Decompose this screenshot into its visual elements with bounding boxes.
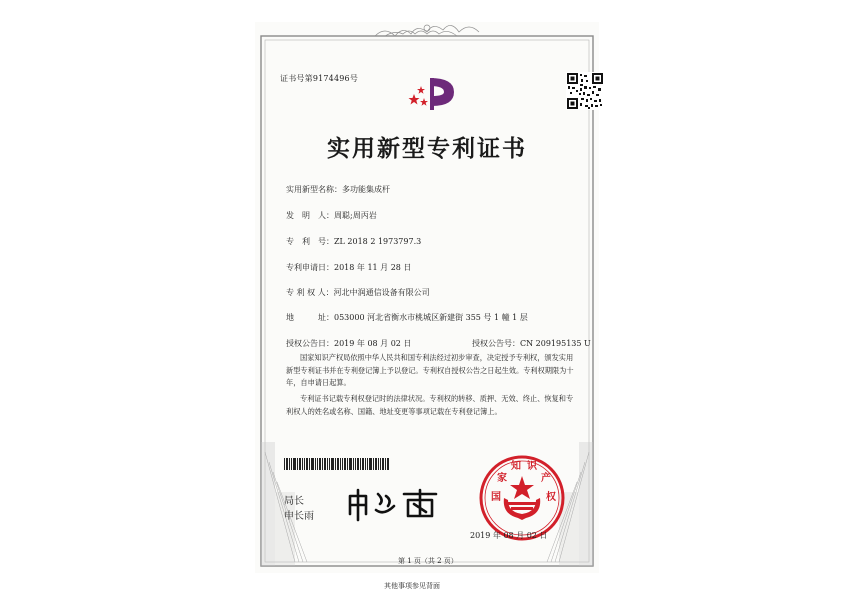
field-label: 专 利 号：	[286, 237, 334, 246]
svg-text:产: 产	[541, 473, 551, 484]
certificate-number-value: 9174496	[312, 74, 350, 83]
certificate-number-label: 证书号第	[280, 74, 313, 83]
field-publication-number	[472, 338, 591, 349]
field-patent-number	[286, 236, 421, 247]
field-utility-model-name	[286, 184, 390, 195]
footer-note: 其他事项参见背面	[384, 582, 440, 590]
field-grant-date	[286, 338, 411, 349]
field-patentee	[286, 287, 430, 298]
certificate-number-suffix: 号	[349, 74, 359, 83]
certificate-number	[280, 73, 358, 84]
barcode	[284, 458, 390, 470]
field-value: 多功能集成杆	[342, 185, 390, 194]
certificate-title: 实用新型专利证书	[327, 135, 527, 162]
svg-text:家: 家	[497, 473, 507, 484]
field-value: 2018 年 11 月 28 日	[334, 263, 412, 272]
field-label: 实用新型名称：	[286, 185, 342, 194]
field-value: ZL 2018 2 1973797.3	[334, 237, 422, 246]
field-label: 授权公告号：	[472, 339, 520, 348]
patent-office-logo	[408, 76, 458, 112]
field-label: 专 利 权 人：	[286, 288, 334, 297]
field-value: 053000 河北省衡水市桃城区新建街 355 号 1 幢 1 层	[334, 313, 528, 322]
qr-code	[566, 72, 604, 110]
field-address	[286, 312, 528, 323]
field-value: 河北中润通信设备有限公司	[333, 288, 430, 297]
field-value: CN 209195135 U	[520, 339, 591, 348]
legal-status-paragraph: 专利证书记载专利权登记时的法律状况。专利权的转移、质押、无效、终止、恢复和专利权人的姓名或名称、国籍、地址变更等事项记载在专利登记簿上。	[286, 394, 574, 416]
field-value: 周聪;周丙岩	[334, 211, 377, 220]
director-signature	[344, 486, 444, 522]
field-application-date	[286, 262, 411, 273]
official-seal	[478, 454, 566, 542]
field-label: 授权公告日：	[286, 339, 334, 348]
seal-date: 2019 年 08 月 02 日	[470, 531, 548, 540]
svg-text:知: 知	[511, 461, 521, 472]
field-label: 专利申请日：	[286, 263, 334, 272]
field-value: 2019 年 08 月 02 日	[334, 339, 412, 348]
field-inventor	[286, 210, 377, 221]
field-label: 发 明 人：	[286, 211, 334, 220]
grant-statement-paragraph: 国家知识产权局依照中华人民共和国专利法经过初步审查，决定授予专利权，颁发实用新型专利证书并在专利登记簿上予以登记。专利权自授权公告之日起生效。专利权期限为十年，自申请日起算。	[286, 353, 574, 387]
page-number: 第 1 页（共 2 页）	[398, 557, 458, 565]
director-name: 申长雨	[284, 511, 314, 522]
svg-text:权: 权	[546, 492, 556, 503]
svg-text:国: 国	[491, 492, 501, 503]
field-label: 地 址：	[286, 313, 334, 322]
svg-text:识: 识	[527, 461, 537, 472]
director-title: 局长	[284, 496, 304, 507]
